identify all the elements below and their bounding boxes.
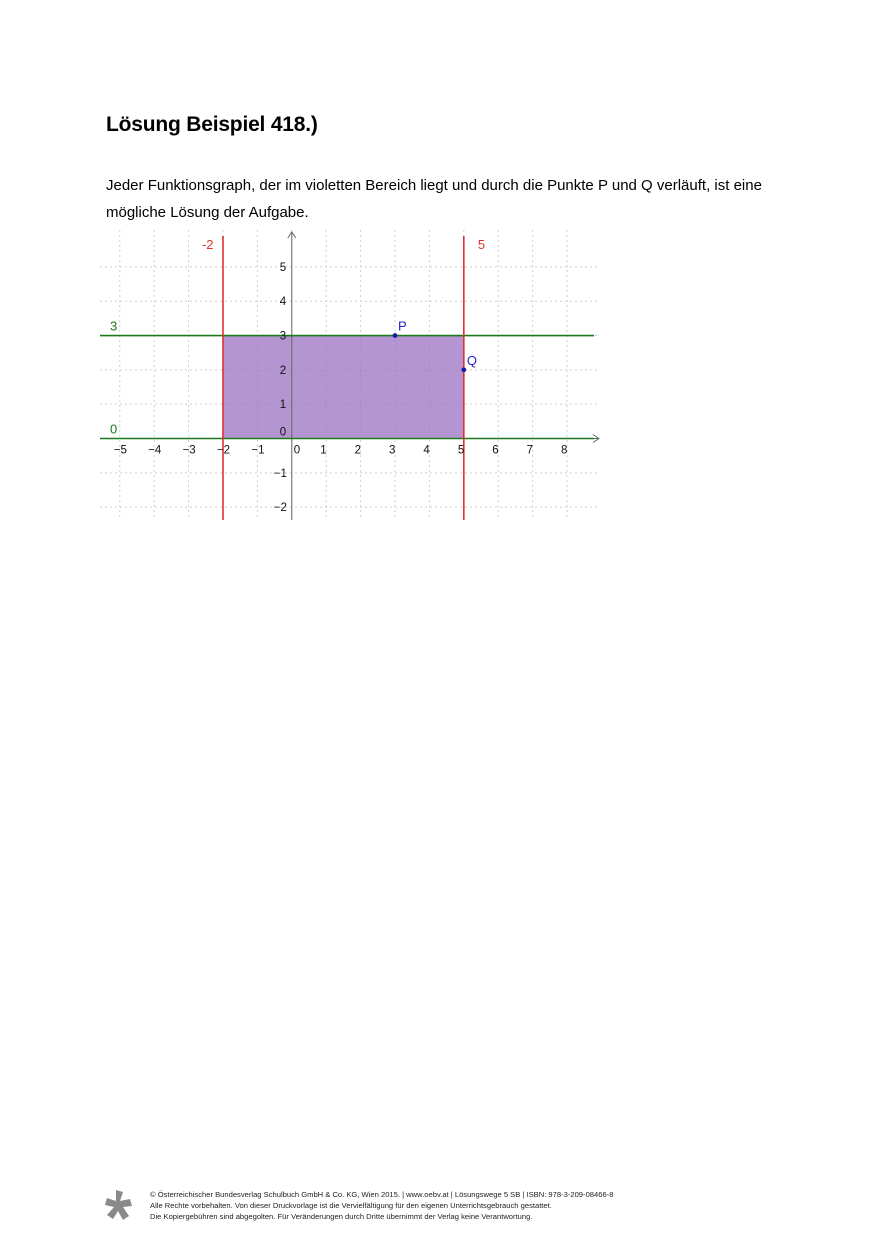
- x-tick-label: 0: [293, 444, 301, 457]
- x-tick-label: −1: [251, 444, 265, 457]
- vertical-line-label: -2: [201, 237, 214, 252]
- x-tick-label: 8: [561, 444, 568, 457]
- x-tick-label: 5: [457, 444, 465, 457]
- footer-legal: [150, 1189, 613, 1222]
- solution-text-line-1: Jeder Funktionsgraph, der im violetten Bereich liegt und durch die Punkte P und Q verläuft, ist eine: [106, 177, 762, 194]
- solution-region: [223, 336, 464, 439]
- x-tick-label: 3: [389, 444, 396, 457]
- y-tick-label: 4: [279, 296, 287, 309]
- point-p: [393, 333, 398, 338]
- point-label-q: Q: [466, 352, 477, 368]
- x-tick-label: −2: [216, 444, 231, 457]
- point-label-p: P: [398, 318, 407, 334]
- x-tick-label: −4: [148, 444, 162, 457]
- y-tick-label: 1: [279, 399, 287, 412]
- x-tick-label: −3: [182, 444, 196, 457]
- x-tick-label: 2: [354, 444, 362, 457]
- x-tick-label: 4: [423, 444, 430, 457]
- footer-line-2: Alle Rechte vorbehalten. Von dieser Druckvorlage ist die Vervielfältigung für den eigenen Unterrichtsgebrauch gestattet.: [150, 1201, 552, 1210]
- point-q: [461, 367, 466, 372]
- y-tick-label: 2: [279, 364, 287, 377]
- footer-line-1: © Österreichischer Bundesverlag Schulbuch GmbH & Co. KG, Wien 2015. | www.oebv.at | Lösungswege 5 SB | ISBN: 978-3-209-08466-8: [150, 1190, 614, 1199]
- x-tick-label: 1: [320, 444, 327, 457]
- y-tick-label: −2: [273, 502, 287, 515]
- horizontal-line-label: 0: [110, 421, 118, 437]
- solution-text: [106, 172, 806, 226]
- x-tick-label: 6: [492, 444, 499, 457]
- page-title: Lösung Beispiel 418.): [106, 113, 318, 136]
- y-tick-label: −1: [273, 467, 287, 480]
- horizontal-line-label: 3: [110, 318, 118, 334]
- y-tick-label: 3: [279, 330, 287, 343]
- function-graph: [100, 230, 600, 520]
- y-tick-label: 5: [279, 261, 287, 274]
- vertical-line-label: 5: [477, 237, 486, 252]
- y-tick-label: 0: [279, 426, 287, 439]
- solution-text-line-2: mögliche Lösung der Aufgabe.: [106, 204, 309, 221]
- footer-line-3: Die Kopiergebühren sind abgegolten. Für Veränderungen durch Dritte übernimmt der Verlag keine Verantwortung.: [150, 1212, 533, 1221]
- x-tick-label: −5: [113, 444, 127, 457]
- x-tick-label: 7: [526, 444, 534, 457]
- oebv-logo-icon: [104, 1188, 136, 1222]
